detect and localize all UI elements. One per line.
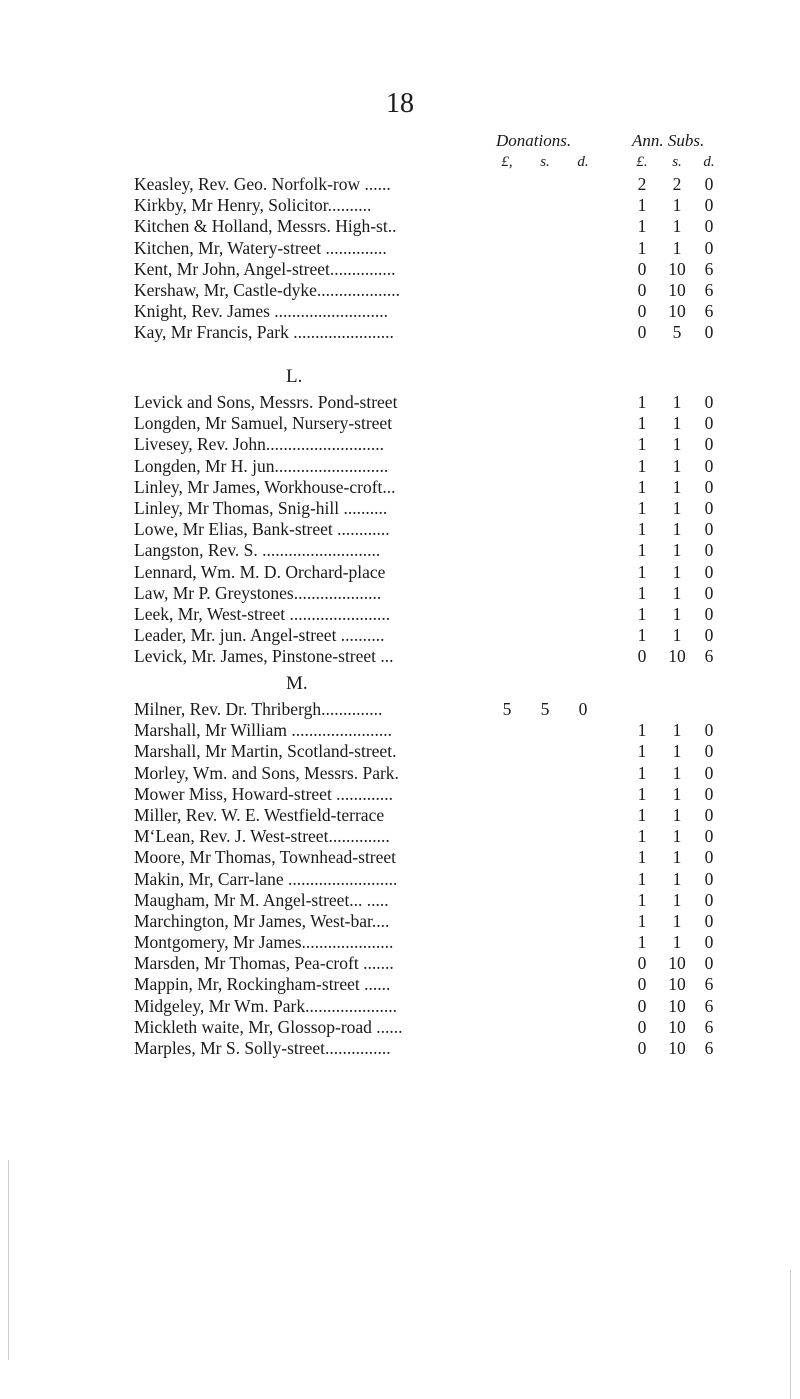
amount-sub-s: 1: [672, 455, 682, 476]
page-edge-line: [8, 1160, 9, 1360]
amount-don-d: 0: [578, 699, 588, 719]
subscriber-name: Leek, Mr, West-street .......................: [134, 603, 391, 624]
subscriber-name: Montgomery, Mr James.....................: [134, 932, 394, 953]
amount-sub-s: 1: [672, 741, 682, 762]
subscriber-row: [0, 974, 800, 995]
subscriber-name: Makin, Mr, Carr-lane .........................: [134, 868, 398, 889]
amount-sub-s: 1: [672, 216, 682, 237]
subscriber-row: [0, 519, 800, 540]
amount-sub-d: 0: [704, 455, 714, 476]
amount-sub-l: 1: [637, 741, 647, 762]
section-m: [0, 668, 800, 1059]
amount-sub-l: 2: [637, 174, 647, 194]
subscriber-name: Marples, Mr S. Solly-street...............: [134, 1038, 391, 1058]
subs-unit-shillings: s.: [672, 154, 682, 170]
amount-sub-d: 0: [704, 762, 714, 783]
amount-sub-s: 1: [672, 392, 682, 412]
subscriber-row: [0, 911, 800, 932]
amount-sub-l: 1: [637, 455, 647, 476]
subscriber-row: [0, 741, 800, 762]
subscriber-name: Marshall, Mr Martin, Scotland-street.: [134, 741, 397, 762]
amount-sub-l: 1: [637, 497, 647, 518]
amount-sub-l: 0: [637, 1038, 647, 1058]
amount-sub-s: 10: [668, 646, 686, 667]
subscriber-name: Levick and Sons, Messrs. Pond-street: [134, 392, 398, 412]
amount-sub-s: 10: [668, 258, 686, 279]
amount-sub-s: 1: [672, 434, 682, 455]
donations-unit-pounds: £,: [501, 154, 513, 170]
subscriber-row: [0, 625, 800, 646]
amount-sub-l: 1: [637, 392, 647, 412]
amount-sub-l: 1: [637, 216, 647, 237]
amount-sub-s: 1: [672, 804, 682, 825]
amount-sub-s: 1: [672, 540, 682, 561]
subscriber-name: Law, Mr P. Greystones....................: [134, 582, 382, 603]
amount-sub-d: 0: [704, 519, 714, 540]
subscriber-row: [0, 301, 800, 322]
amount-sub-l: 0: [637, 322, 647, 343]
amount-sub-l: 1: [637, 625, 647, 646]
amount-sub-l: 0: [637, 646, 647, 667]
subscriber-row: [0, 763, 800, 784]
amount-sub-d: 0: [704, 910, 714, 931]
subscriber-row: [0, 477, 800, 498]
subscriber-row: [0, 195, 800, 216]
amount-sub-d: 0: [704, 625, 714, 646]
subscriber-row: [0, 259, 800, 280]
subscriber-row: [0, 847, 800, 868]
subscriber-row: [0, 1017, 800, 1038]
subscriber-row: [0, 604, 800, 625]
amount-sub-d: 6: [704, 646, 714, 667]
amount-sub-d: 6: [704, 279, 714, 300]
amount-sub-s: 1: [672, 868, 682, 889]
subscriber-row: [0, 498, 800, 519]
amount-sub-s: 1: [672, 910, 682, 931]
amount-sub-d: 0: [704, 413, 714, 434]
amount-sub-s: 1: [672, 561, 682, 582]
amount-sub-l: 1: [637, 540, 647, 561]
subscriber-row: [0, 805, 800, 826]
amount-sub-d: 0: [704, 392, 714, 412]
subscriber-name: Marsden, Mr Thomas, Pea-croft .......: [134, 953, 394, 974]
page-number: 18: [386, 88, 414, 119]
section-l: [0, 361, 800, 667]
amount-sub-l: 0: [637, 258, 647, 279]
subscriber-name: Knight, Rev. James ..........................: [134, 301, 389, 322]
subscriber-name: Longden, Mr Samuel, Nursery-street: [134, 413, 393, 434]
subscriber-name: M‘Lean, Rev. J. West-street..............: [134, 826, 390, 847]
amount-sub-s: 1: [672, 720, 682, 741]
amount-sub-s: 1: [672, 932, 682, 953]
amount-sub-d: 0: [704, 826, 714, 847]
amount-sub-l: 1: [637, 434, 647, 455]
amount-sub-l: 1: [637, 910, 647, 931]
subscriber-row: [0, 826, 800, 847]
amount-sub-l: 0: [637, 974, 647, 995]
amount-sub-d: 0: [704, 603, 714, 624]
ann-subs-header: Ann. Subs.: [632, 131, 705, 150]
section-letter: M.: [286, 673, 308, 694]
subscriber-name: Leader, Mr. jun. Angel-street ..........: [134, 625, 385, 646]
amount-sub-l: 1: [637, 826, 647, 847]
subs-unit-pounds: £.: [636, 154, 648, 170]
amount-sub-d: 0: [704, 216, 714, 237]
amount-sub-d: 0: [704, 804, 714, 825]
subscriber-row: [0, 434, 800, 455]
amount-sub-l: 1: [637, 582, 647, 603]
amount-sub-l: 1: [637, 720, 647, 741]
amount-sub-l: 1: [637, 413, 647, 434]
subscriber-row: [0, 322, 800, 343]
amount-sub-s: 10: [668, 953, 686, 974]
amount-sub-l: 1: [637, 804, 647, 825]
section-letter: L.: [286, 366, 303, 387]
subscriber-name: Mower Miss, Howard-street .............: [134, 783, 394, 804]
subscriber-row: [0, 953, 800, 974]
amount-sub-d: 6: [704, 301, 714, 322]
amount-sub-d: 0: [704, 932, 714, 953]
subscriber-row: [0, 996, 800, 1017]
amount-sub-s: 1: [672, 826, 682, 847]
amount-sub-s: 1: [672, 762, 682, 783]
subscriber-name: Levick, Mr. James, Pinstone-street ...: [134, 646, 394, 667]
amount-sub-l: 0: [637, 279, 647, 300]
subscriber-row: [0, 699, 800, 720]
amount-sub-s: 1: [672, 783, 682, 804]
amount-sub-l: 1: [637, 195, 647, 216]
subscriber-name: Kay, Mr Francis, Park .......................: [134, 322, 394, 343]
subscriber-name: Linley, Mr Thomas, Snig-hill ..........: [134, 497, 388, 518]
amount-sub-l: 0: [637, 953, 647, 974]
amount-sub-l: 1: [637, 519, 647, 540]
amount-sub-s: 5: [672, 322, 682, 343]
amount-sub-s: 1: [672, 847, 682, 868]
amount-don-l: 5: [502, 699, 512, 719]
subscriber-name: Kitchen, Mr, Watery-street ..............: [134, 237, 387, 258]
amount-sub-d: 0: [704, 476, 714, 497]
amount-sub-d: 0: [704, 868, 714, 889]
amount-sub-d: 6: [704, 1016, 714, 1037]
subs-unit-pence: d.: [703, 154, 715, 170]
subscriber-name: Maugham, Mr M. Angel-street... .....: [134, 889, 389, 910]
subscriber-name: Kirkby, Mr Henry, Solicitor..........: [134, 195, 372, 216]
amount-sub-d: 0: [704, 497, 714, 518]
amount-sub-d: 0: [704, 434, 714, 455]
subscriber-name: Kitchen & Holland, Messrs. High-st..: [134, 216, 397, 237]
subscriber-row: [0, 413, 800, 434]
subscriber-name: Lennard, Wm. M. D. Orchard-place: [134, 561, 386, 582]
subscriber-row: [0, 238, 800, 259]
amount-sub-s: 1: [672, 582, 682, 603]
subscriber-name: Marshall, Mr William .......................: [134, 720, 393, 741]
amount-sub-d: 0: [704, 889, 714, 910]
amount-sub-l: 1: [637, 237, 647, 258]
amount-sub-l: 0: [637, 1016, 647, 1037]
subscriber-row: [0, 720, 800, 741]
page-edge-line-right: [790, 1270, 791, 1399]
amount-sub-l: 1: [637, 847, 647, 868]
amount-sub-d: 0: [704, 322, 714, 343]
amount-sub-d: 0: [704, 561, 714, 582]
subscriber-name: Marchington, Mr James, West-bar....: [134, 910, 390, 931]
subscriber-name: Linley, Mr James, Workhouse-croft...: [134, 476, 396, 497]
amount-sub-d: 6: [704, 258, 714, 279]
amount-sub-d: 0: [704, 582, 714, 603]
subscriber-row: [0, 869, 800, 890]
amount-sub-s: 10: [668, 279, 686, 300]
amount-sub-l: 1: [637, 783, 647, 804]
amount-sub-s: 10: [668, 995, 686, 1016]
amount-sub-s: 10: [668, 1016, 686, 1037]
amount-sub-d: 0: [704, 741, 714, 762]
subscriber-name: Kent, Mr John, Angel-street...............: [134, 258, 396, 279]
amount-sub-d: 0: [704, 720, 714, 741]
amount-sub-s: 1: [672, 237, 682, 258]
amount-don-s: 5: [540, 699, 550, 719]
subscriber-name: Mappin, Mr, Rockingham-street ......: [134, 974, 391, 995]
amount-sub-d: 0: [704, 540, 714, 561]
section-k: [0, 174, 800, 344]
subscriber-row: [0, 1038, 800, 1059]
amount-sub-s: 1: [672, 413, 682, 434]
subscriber-row: [0, 540, 800, 561]
subscriber-row: [0, 562, 800, 583]
subscriber-row: [0, 392, 800, 413]
subscriber-name: Keasley, Rev. Geo. Norfolk-row ......: [134, 174, 391, 194]
subscriber-name: Lowe, Mr Elias, Bank-street ............: [134, 519, 390, 540]
subscriber-row: [0, 216, 800, 237]
amount-sub-l: 1: [637, 932, 647, 953]
amount-sub-s: 1: [672, 497, 682, 518]
subscriber-name: Milner, Rev. Dr. Thribergh..............: [134, 699, 383, 719]
amount-sub-l: 1: [637, 561, 647, 582]
subscriber-name: Livesey, Rev. John...........................: [134, 434, 384, 455]
amount-sub-s: 1: [672, 625, 682, 646]
amount-sub-s: 1: [672, 889, 682, 910]
subscriber-name: Mickleth waite, Mr, Glossop-road ......: [134, 1016, 403, 1037]
subscriber-row: [0, 456, 800, 477]
amount-sub-l: 1: [637, 889, 647, 910]
subscriber-row: [0, 280, 800, 301]
subscriber-name: Moore, Mr Thomas, Townhead-street: [134, 847, 397, 868]
amount-sub-s: 1: [672, 195, 682, 216]
subscriber-name: Langston, Rev. S. ...........................: [134, 540, 381, 561]
amount-sub-l: 1: [637, 762, 647, 783]
donations-unit-shillings: s.: [540, 154, 550, 170]
amount-sub-d: 0: [704, 237, 714, 258]
amount-sub-s: 1: [672, 476, 682, 497]
amount-sub-d: 6: [704, 1038, 714, 1058]
amount-sub-l: 1: [637, 476, 647, 497]
subscriber-name: Midgeley, Mr Wm. Park.....................: [134, 995, 397, 1016]
amount-sub-d: 6: [704, 995, 714, 1016]
subscriber-row: [0, 932, 800, 953]
amount-sub-l: 0: [637, 995, 647, 1016]
amount-sub-d: 0: [704, 783, 714, 804]
amount-sub-s: 1: [672, 603, 682, 624]
amount-sub-d: 0: [704, 195, 714, 216]
donations-header: Donations.: [496, 131, 572, 150]
subscriber-row: [0, 646, 800, 667]
amount-sub-l: 0: [637, 301, 647, 322]
amount-sub-d: 0: [704, 847, 714, 868]
amount-sub-l: 1: [637, 868, 647, 889]
amount-sub-s: 10: [668, 301, 686, 322]
donations-unit-pence: d.: [577, 154, 589, 170]
subscriber-name: Longden, Mr H. jun..........................: [134, 455, 389, 476]
amount-sub-l: 1: [637, 603, 647, 624]
subscriber-name: Morley, Wm. and Sons, Messrs. Park.: [134, 762, 399, 783]
amount-sub-s: 1: [672, 519, 682, 540]
amount-sub-s: 10: [668, 974, 686, 995]
amount-sub-s: 10: [668, 1038, 686, 1058]
subscriber-name: Miller, Rev. W. E. Westfield-terrace: [134, 804, 385, 825]
subscriber-row: [0, 890, 800, 911]
subscriber-row: [0, 583, 800, 604]
subscriber-row: [0, 784, 800, 805]
amount-sub-d: 6: [704, 974, 714, 995]
subscriber-row: [0, 174, 800, 195]
subscriber-name: Kershaw, Mr, Castle-dyke...................: [134, 279, 400, 300]
amount-sub-d: 0: [704, 953, 714, 974]
amount-sub-d: 0: [704, 174, 714, 194]
amount-sub-s: 2: [672, 174, 682, 194]
